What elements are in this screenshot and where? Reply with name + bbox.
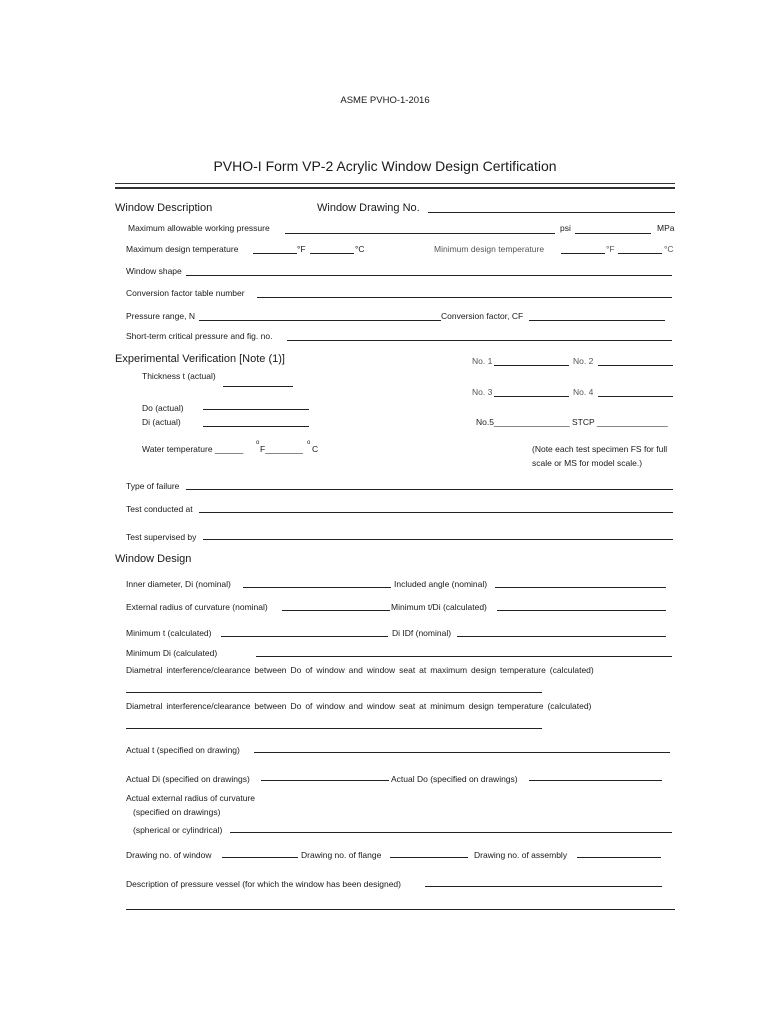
thickness-label: Thickness t (actual)	[142, 371, 216, 381]
actual-t-field[interactable]	[254, 752, 670, 753]
diametral-max-text: Diametral interference/clearance between Do of window and window seat at maximum design temperature (calculated)	[126, 665, 594, 675]
specimen-no5-stcp-line: No.5________________ STCP _______________	[476, 417, 668, 427]
spherical-cylindrical-label: (spherical or cylindrical)	[133, 825, 223, 835]
window-shape-label: Window shape	[126, 266, 182, 276]
standard-reference: ASME PVHO-1-2016	[340, 95, 430, 106]
actual-di-label: Actual Di (specified on drawings)	[126, 774, 250, 784]
title-rule-bottom	[115, 187, 675, 189]
drawing-no-flange-field[interactable]	[390, 857, 468, 858]
specimen-no2-label: No. 2	[573, 356, 594, 366]
external-radius-label: External radius of curvature (nominal)	[126, 602, 268, 612]
pressure-range-label: Pressure range, N	[126, 311, 195, 321]
water-temp-deg-f: o	[256, 440, 260, 446]
test-conducted-field[interactable]	[199, 512, 673, 513]
conversion-table-field[interactable]	[257, 297, 672, 298]
drawing-no-assembly-field[interactable]	[577, 857, 661, 858]
max-temp-c-field[interactable]	[310, 253, 354, 254]
form-title: PVHO-I Form VP-2 Acrylic Window Design Certification	[213, 158, 557, 174]
failure-type-label: Type of failure	[126, 481, 180, 491]
critical-pressure-label: Short-term critical pressure and fig. no.	[126, 331, 273, 341]
diametral-min-text: Diametral interference/clearance between Do of window and window seat at minimum design temperature (calculated)	[126, 701, 592, 711]
specimen-no3-label: No. 3	[472, 387, 493, 397]
diametral-max-field[interactable]	[126, 692, 542, 693]
test-supervised-field[interactable]	[203, 539, 673, 540]
min-t-field[interactable]	[221, 636, 388, 637]
failure-type-field[interactable]	[186, 489, 673, 490]
window-drawing-no-label: Window Drawing No.	[317, 202, 420, 214]
di-actual-label: Di (actual)	[142, 417, 181, 427]
di-idf-label: Di IDf (nominal)	[392, 628, 452, 638]
critical-pressure-field[interactable]	[287, 340, 672, 341]
window-shape-field[interactable]	[186, 275, 672, 276]
specimen-no4-label: No. 4	[573, 387, 594, 397]
drawing-no-window-label: Drawing no. of window	[126, 850, 212, 860]
actual-do-field[interactable]	[529, 780, 662, 781]
actual-radius-field[interactable]	[230, 832, 672, 833]
inner-diameter-field[interactable]	[243, 587, 391, 588]
diametral-min-field[interactable]	[126, 728, 542, 729]
actual-radius-label: Actual external radius of curvature	[126, 793, 255, 803]
max-temp-label: Maximum design temperature	[126, 244, 239, 254]
external-radius-field[interactable]	[282, 610, 390, 611]
min-temp-f-field[interactable]	[561, 253, 605, 254]
min-temp-label: Minimum design temperature	[434, 244, 545, 254]
min-temp-c-field[interactable]	[618, 253, 662, 254]
specimen-no4-field[interactable]	[598, 396, 673, 397]
min-t-label: Minimum t (calculated)	[126, 628, 212, 638]
min-tdi-field[interactable]	[497, 610, 666, 611]
included-angle-label: Included angle (nominal)	[394, 579, 488, 589]
conversion-cf-label: Conversion factor, CF	[441, 311, 524, 321]
specimen-note-line1: (Note each test specimen FS for full	[532, 444, 668, 454]
psi-unit: psi	[560, 223, 571, 233]
water-temp-f-unit: F________	[260, 444, 304, 454]
drawing-no-window-field[interactable]	[222, 857, 298, 858]
min-tdi-label: Minimum t/Di (calculated)	[391, 602, 487, 612]
included-angle-field[interactable]	[495, 587, 666, 588]
title-rule-top	[115, 183, 675, 184]
di-actual-field[interactable]	[203, 426, 309, 427]
do-actual-label: Do (actual)	[142, 403, 184, 413]
min-di-field[interactable]	[256, 656, 672, 657]
specimen-no1-field[interactable]	[494, 365, 569, 366]
di-idf-field[interactable]	[457, 636, 666, 637]
pressure-vessel-field[interactable]	[425, 886, 662, 887]
specimen-note-line2: scale or MS for model scale.)	[532, 458, 643, 468]
water-temp-deg-c: o	[307, 440, 311, 446]
experimental-verification-heading: Experimental Verification [Note (1)]	[115, 353, 285, 365]
conversion-table-label: Conversion factor table number	[126, 288, 245, 298]
actual-t-label: Actual t (specified on drawing)	[126, 745, 240, 755]
actual-di-field[interactable]	[261, 780, 389, 781]
window-drawing-no-field[interactable]	[428, 212, 675, 213]
mawp-label: Maximum allowable working pressure	[128, 223, 270, 233]
drawing-no-assembly-label: Drawing no. of assembly	[474, 850, 568, 860]
min-temp-f-unit: °F	[606, 244, 615, 254]
window-design-heading: Window Design	[115, 553, 192, 565]
specimen-no3-field[interactable]	[494, 396, 569, 397]
water-temp-label: Water temperature ______	[142, 444, 244, 454]
pressure-range-field[interactable]	[199, 320, 441, 321]
max-temp-f-field[interactable]	[253, 253, 297, 254]
conversion-cf-field[interactable]	[529, 320, 665, 321]
actual-do-label: Actual Do (specified on drawings)	[391, 774, 518, 784]
min-temp-c-unit: °C	[664, 244, 674, 254]
mawp-mpa-field[interactable]	[575, 233, 651, 234]
window-description-heading: Window Description	[115, 202, 213, 214]
test-supervised-label: Test supervised by	[126, 532, 197, 542]
specimen-no1-label: No. 1	[472, 356, 493, 366]
do-actual-field[interactable]	[203, 409, 309, 410]
test-conducted-label: Test conducted at	[126, 504, 193, 514]
min-di-label: Minimum Di (calculated)	[126, 648, 218, 658]
mawp-field[interactable]	[285, 233, 555, 234]
specimen-no2-field[interactable]	[598, 365, 673, 366]
thickness-field[interactable]	[223, 386, 293, 387]
specified-on-drawings-note: (specified on drawings)	[133, 807, 221, 817]
inner-diameter-label: Inner diameter, Di (nominal)	[126, 579, 231, 589]
pressure-vessel-label: Description of pressure vessel (for which the window has been designed)	[126, 879, 401, 889]
max-temp-c-unit: °C	[355, 244, 365, 254]
drawing-no-flange-label: Drawing no. of flange	[301, 850, 382, 860]
pressure-vessel-field-line2[interactable]	[126, 909, 675, 910]
water-temp-c-unit: C	[312, 444, 319, 454]
max-temp-f-unit: °F	[297, 244, 306, 254]
mpa-unit: MPa	[657, 223, 675, 233]
